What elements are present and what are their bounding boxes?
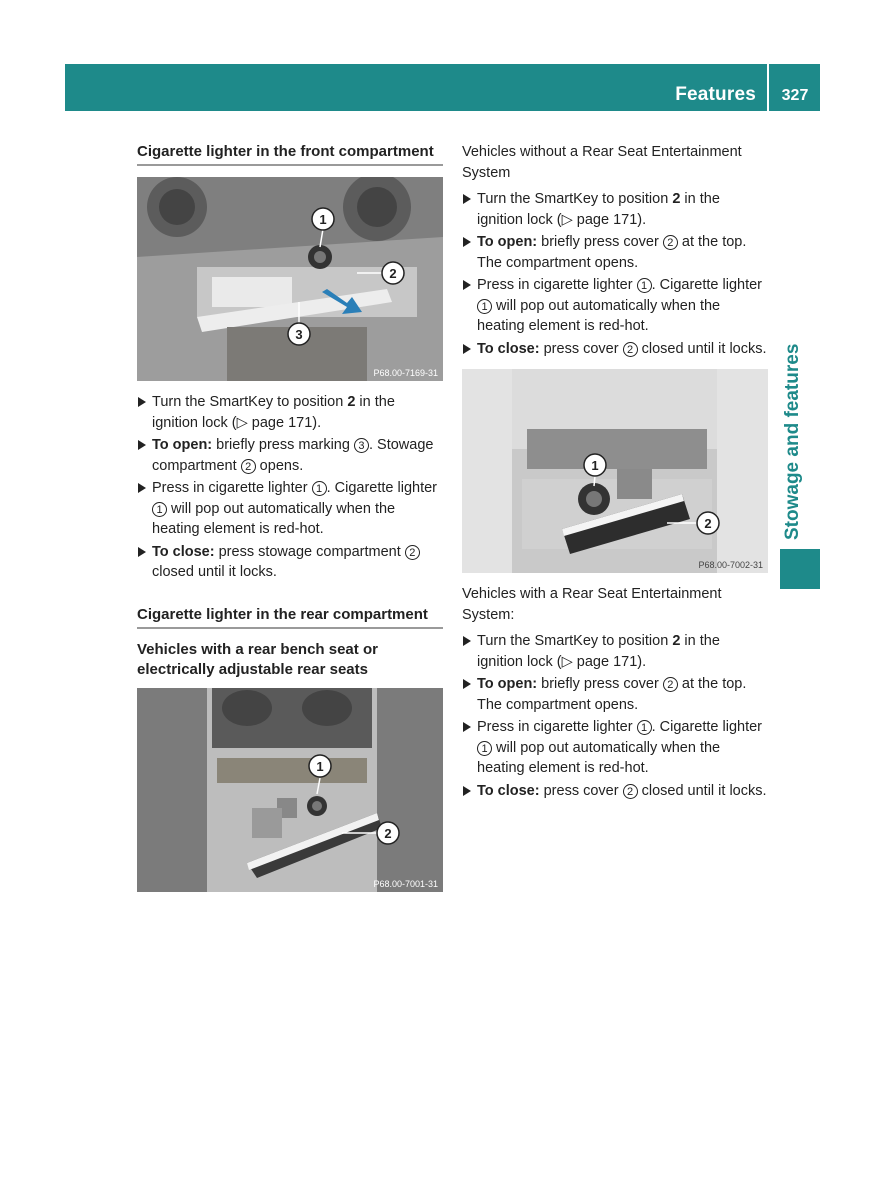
header-bar (65, 64, 820, 111)
svg-text:3: 3 (295, 327, 303, 342)
figure-code: P68.00-7002-31 (698, 560, 763, 570)
subheading-rear-bench: Vehicles with a rear bench seat or electrically adjustable rear seats (137, 640, 378, 678)
heading-rear-compartment: Cigarette lighter in the rear compartment (137, 605, 443, 629)
section-title: Features (675, 84, 756, 105)
left-column (137, 142, 443, 903)
right-column (462, 142, 768, 803)
figure-code: P68.00-7169-31 (373, 368, 438, 378)
callout-number: 2 (405, 545, 420, 560)
intro-without-rse: Vehicles without a Rear Seat Entertainment System (462, 144, 742, 181)
bullet-arrow-icon (463, 636, 471, 646)
side-tab-label: Stowage and features (782, 343, 803, 540)
callout-number: 2 (623, 784, 638, 799)
bullet-arrow-icon (463, 786, 471, 796)
step-item: To open: briefly press cover 2 at the top. The compartment opens. (462, 232, 768, 273)
bullet-arrow-icon (463, 237, 471, 247)
svg-text:1: 1 (591, 458, 599, 473)
rear-without-rse-illustration (462, 369, 768, 573)
front-compartment-illustration (137, 177, 443, 381)
svg-text:1: 1 (316, 758, 324, 774)
bullet-arrow-icon (463, 194, 471, 204)
step-item: Press in cigarette lighter 1 . Cigarette lighter 1 will pop out automatically when the heating element is red-hot. (137, 478, 443, 540)
figure-rear-bench (137, 688, 443, 892)
side-tab-marker (780, 549, 820, 589)
step-item: To close: press stowage compartment 2 closed until it locks. (137, 542, 443, 583)
step-item: Turn the SmartKey to position 2 in the ignition lock (▷ page 171). (137, 392, 443, 433)
svg-text:2: 2 (389, 266, 397, 281)
bullet-arrow-icon (138, 483, 146, 493)
bullet-arrow-icon (463, 722, 471, 732)
figure-front-compartment (137, 177, 443, 381)
callout-number: 1 (312, 481, 327, 496)
step-item: To open: briefly press marking 3 . Stowage compartment 2 opens. (137, 435, 443, 476)
step-item: To close: press cover 2 closed until it locks. (462, 781, 768, 802)
page-number: 327 (781, 87, 809, 104)
header-divider (767, 64, 769, 111)
step-item: Press in cigarette lighter 1 . Cigarette lighter 1 will pop out automatically when the heating element is red-hot. (462, 275, 768, 337)
step-item: Press in cigarette lighter 1 . Cigarette lighter 1 will pop out automatically when the heating element is red-hot. (462, 717, 768, 779)
bullet-arrow-icon (463, 280, 471, 290)
bullet-arrow-icon (463, 344, 471, 354)
callout-number: 2 (663, 235, 678, 250)
callout-number: 1 (477, 299, 492, 314)
bullet-arrow-icon (463, 679, 471, 689)
callout-number: 1 (637, 720, 652, 735)
side-tab (780, 318, 810, 540)
step-item: To close: press cover 2 closed until it locks. (462, 339, 768, 360)
callout-number: 2 (663, 677, 678, 692)
steps-with-rse (462, 631, 768, 801)
front-steps-list (137, 392, 443, 583)
svg-text:1: 1 (319, 212, 327, 227)
callout-number: 2 (623, 342, 638, 357)
bullet-arrow-icon (138, 440, 146, 450)
callout-number: 1 (477, 741, 492, 756)
figure-rear-without-rse (462, 369, 768, 573)
heading-front-compartment: Cigarette lighter in the front compartment (137, 142, 443, 166)
step-item: Turn the SmartKey to position 2 in the ignition lock (▷ page 171). (462, 189, 768, 230)
rear-bench-illustration (137, 688, 443, 892)
steps-without-rse (462, 189, 768, 359)
callout-number: 1 (637, 278, 652, 293)
bullet-arrow-icon (138, 397, 146, 407)
step-item: Turn the SmartKey to position 2 in the ignition lock (▷ page 171). (462, 631, 768, 672)
step-item: To open: briefly press cover 2 at the top. The compartment opens. (462, 674, 768, 715)
intro-with-rse: Vehicles with a Rear Seat Entertainment System: (462, 586, 722, 623)
callout-number: 2 (241, 459, 256, 474)
svg-text:2: 2 (704, 516, 712, 531)
bullet-arrow-icon (138, 547, 146, 557)
svg-text:2: 2 (384, 825, 392, 841)
callout-number: 3 (354, 438, 369, 453)
callout-number: 1 (152, 502, 167, 517)
figure-code: P68.00-7001-31 (373, 878, 438, 889)
